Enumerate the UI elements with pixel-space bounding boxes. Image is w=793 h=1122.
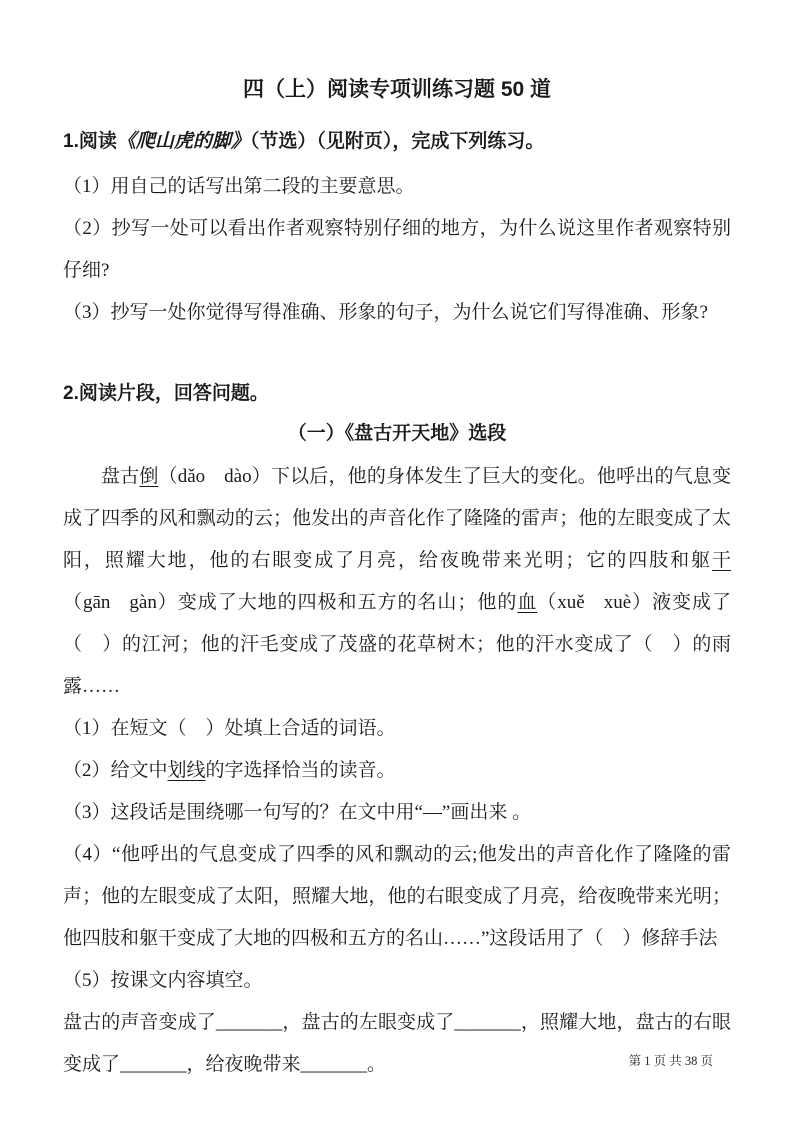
passage-seg-7: （xuě xuè）液变成了（ ）的江河；他的汗毛变成了茂盛的花草树木；他的汗水变成了（ ）的雨露…… bbox=[63, 592, 731, 697]
fill-in-blanks-text: 盘古的声音变成了_______，盘古的左眼变成了_______，照耀大地，盘古的右眼变成了_______，给夜晚带来_______。 bbox=[63, 1012, 731, 1075]
question-2-prefix: （2）给文中 bbox=[63, 760, 168, 781]
exercise-1-heading-suffix: （节选）（见附页），完成下列练习。 bbox=[249, 131, 545, 152]
exercise-1-question-2: （2）抄写一处可以看出作者观察特别仔细的地方，为什么说这里作者观察特别仔细? bbox=[63, 218, 731, 281]
passage-paragraph bbox=[63, 456, 731, 708]
passage-underlined-dao: 倒 bbox=[139, 466, 159, 487]
exercise-1-book-title: 《爬山虎的脚》 bbox=[116, 131, 250, 152]
passage-underlined-xue: 血 bbox=[517, 592, 538, 613]
exercise-2-heading: 2.阅读片段，回答问题。 bbox=[63, 383, 269, 404]
passage-underlined-gan: 干 bbox=[711, 550, 731, 571]
exercise-2-question-1: （1）在短文（ ）处填上合适的词语。 bbox=[63, 718, 396, 739]
exercise-2-question-5: （5）按课文内容填空。 bbox=[63, 970, 263, 991]
exercise-1-question-3: （3）抄写一处你觉得写得准确、形象的句子，为什么说它们写得准确、形象? bbox=[63, 302, 708, 323]
exercise-2-question-4: （4）“他呼出的气息变成了四季的风和飘动的云;他发出的声音化作了隆隆的雷声；他的左眼变成了太阳，照耀大地，他的右眼变成了月亮，给夜晚带来光明；他四肢和躯干变成了大地的四极和五方的名山……”这段话用了（ ）修辞手法 bbox=[63, 844, 731, 949]
exercise-2-question-2 bbox=[63, 750, 731, 792]
document-title: 四（上）阅读专项训练习题 50 道 bbox=[242, 78, 552, 101]
question-2-suffix: 的字选择恰当的读音。 bbox=[205, 760, 396, 781]
passage-seg-1: 盘古 bbox=[101, 466, 140, 487]
page-number-footer: 第 1 页 共 38 页 bbox=[628, 1054, 713, 1068]
exercise-1-heading-prefix: 1.阅读 bbox=[63, 131, 117, 152]
passage-seg-3: （dǎo dào）下以后，他的身体发生了巨大的变化。他呼出的气息变成了四季的风和飘动的云；他发出的声音化作了隆隆的雷声；他的左眼变成了太阳，照耀大地，他的右眼变成了月亮，给夜晚带来光明；它的四肢和躯 bbox=[63, 466, 731, 571]
question-2-underlined-text: 划线 bbox=[167, 760, 206, 781]
passage-seg-5: （gān gàn）变成了大地的四极和五方的名山；他的 bbox=[63, 592, 518, 613]
document-content bbox=[63, 74, 731, 1086]
passage-subheading: （一）《盘古开天地》选段 bbox=[287, 423, 507, 444]
exercise-1-heading bbox=[63, 126, 731, 158]
exercise-2-question-3: （3）这段话是围绕哪一句写的？在文中用“—”画出来 。 bbox=[63, 802, 532, 823]
exercise-1-question-1: （1）用自己的话写出第二段的主要意思。 bbox=[63, 176, 415, 197]
